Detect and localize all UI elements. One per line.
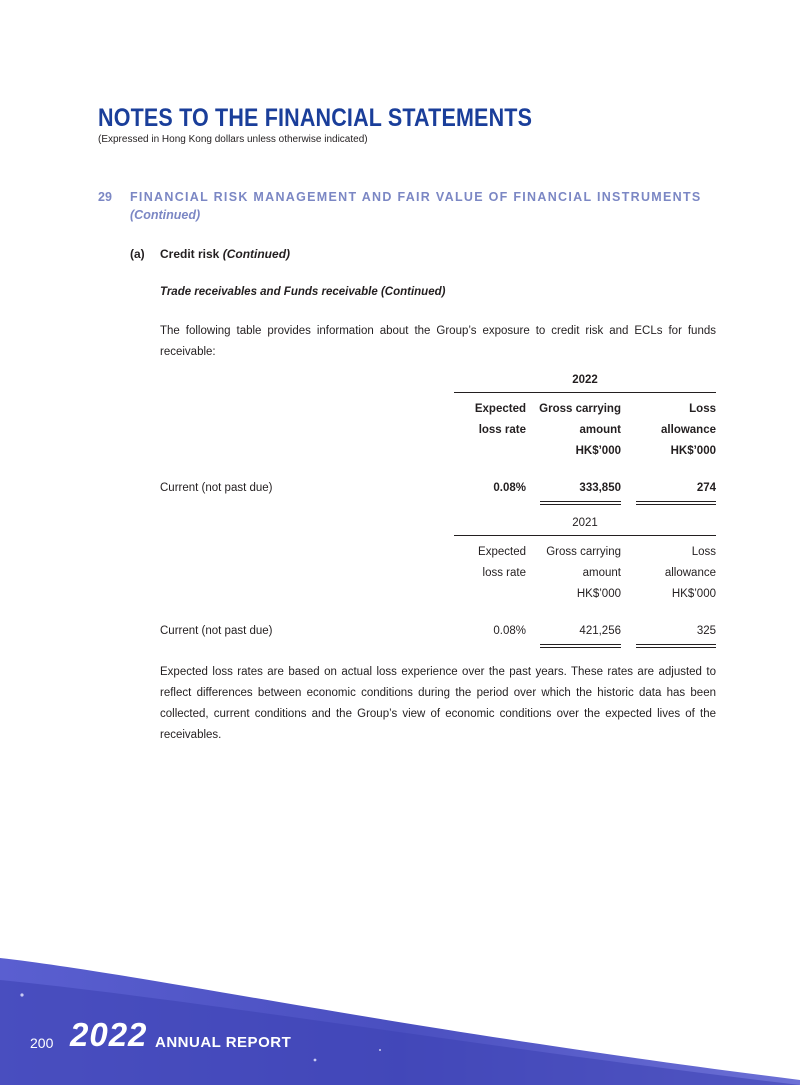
page-subtitle: (Expressed in Hong Kong dollars unless otherwise indicated) [98,134,368,145]
cell-expected-loss-rate: 0.08% [493,625,526,637]
outro-paragraph: Expected loss rates are based on actual loss experience over the past years. These rates are adjusted to reflect differences between economic conditions during the period over which the historic data has been collected, current conditions and the Group’s view of economic conditions over the expected lives of the receivables. [160,666,716,741]
double-underline [636,644,716,648]
section-title: FINANCIAL RISK MANAGEMENT AND FAIR VALUE OF FINANCIAL INSTRUMENTS [130,190,702,204]
footer-wave-graphic [0,940,800,1085]
subsection-continued: (Continued) [222,247,291,261]
intro-paragraph: The following table provides information about the Group’s exposure to credit risk and ECLs for funds receivable: [160,325,716,358]
subsection-heading [160,247,290,261]
table-year: 2022 [454,374,716,393]
col-header-gross-carrying-amount: Gross carrying amount HK$’000 [546,546,621,600]
subsection-title: Credit risk [160,247,220,261]
section-continued: (Continued) [130,208,201,222]
footer-report-label: ANNUAL REPORT [155,1034,292,1051]
cell-gross-carrying-amount: 333,850 [579,482,621,494]
double-underline [636,501,716,505]
subsection-label: (a) [130,247,145,261]
col-header-loss-allowance: Loss allowance HK$’000 [664,546,716,600]
section-number: 29 [98,190,112,204]
row-label: Current (not past due) [160,625,273,637]
footer-banner [0,940,800,1085]
page-number: 200 [30,1035,54,1051]
double-underline [540,644,621,648]
col-header-loss-allowance: Loss allowance HK$’000 [661,403,716,457]
page-title: NOTES TO THE FINANCIAL STATEMENTS [98,104,533,132]
col-header-expected-loss-rate: Expected loss rate [478,546,526,579]
col-header-gross-carrying-amount: Gross carrying amount HK$’000 [539,403,621,457]
trade-receivables-heading: Trade receivables and Funds receivable (Continued) [160,286,446,298]
double-underline [540,501,621,505]
cell-loss-allowance: 325 [696,625,716,637]
table-year: 2021 [454,517,716,536]
cell-gross-carrying-amount: 421,256 [579,625,621,637]
footer-year: 2022 [70,1016,148,1053]
cell-loss-allowance: 274 [696,482,716,494]
row-label: Current (not past due) [160,482,273,494]
cell-expected-loss-rate: 0.08% [493,482,526,494]
col-header-expected-loss-rate: Expected loss rate [474,403,526,436]
